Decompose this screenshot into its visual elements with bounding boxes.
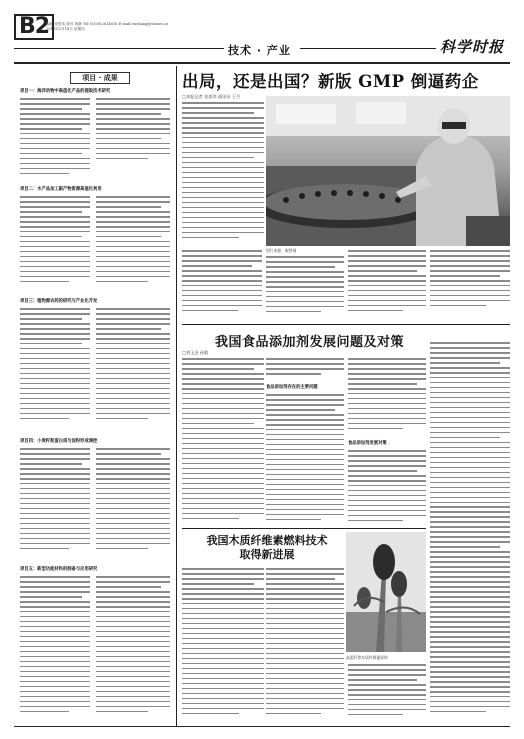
masthead-rule-right	[300, 48, 436, 49]
article-2-headline: 我国食品添加剂发展问题及对策	[215, 335, 405, 350]
dateline-contact: 编辑 张思玮 校对 何静 Tel:(010)82614616 E-mail:swzhang@stimes.cn	[46, 22, 169, 26]
article-2-body-col-4	[430, 342, 510, 722]
left-item-body-1b	[96, 98, 170, 178]
left-item-body-2	[20, 196, 90, 288]
article-2-body-col-2a	[266, 358, 344, 380]
left-item-title-3: 项目三：植物源农药的研究与产业化开发	[20, 299, 98, 304]
article-1-byline: □本报记者 张思玮 通讯员 王月	[182, 94, 241, 99]
left-column-header: 项目 · 成果	[70, 72, 130, 84]
section-label: 技术 · 产业	[228, 44, 291, 57]
lab-photo	[266, 96, 510, 246]
article-2-body-col-1	[182, 358, 264, 526]
sorghum-photo-caption: 高粱秆等木质纤维素原料	[346, 655, 388, 660]
left-item-body-1	[20, 98, 90, 178]
article-3-body-col-1	[182, 568, 264, 718]
left-item-body-5b	[96, 576, 170, 716]
page-number: B2	[14, 14, 54, 40]
article-3-body-col-2	[266, 568, 344, 718]
left-item-title-5: 项目五：新型功能材料的制备与应用研究	[20, 567, 98, 572]
article-1-body-col-4	[430, 250, 510, 320]
article-2-byline: □刘玉芝 孙毅	[182, 350, 209, 355]
article-2-body-col-2b	[266, 394, 344, 526]
article-3-headline	[182, 534, 352, 562]
article-1-body-col-3	[348, 250, 426, 320]
article-3-headline-line-1: 我国木质纤维素燃料技术	[206, 534, 328, 547]
article-2-body-col-3b	[348, 450, 426, 526]
left-item-title-2: 项目二：水产品加工副产物资源高值化利用	[20, 187, 102, 192]
masthead-underline	[14, 62, 510, 64]
left-item-title-4: 项目四：小麦籽粒蛋白质与淀粉形成调控	[20, 439, 98, 444]
article-2-subhead-1: 食品添加剂存在的主要问题	[266, 385, 318, 390]
article-1-body-col-1	[182, 250, 262, 320]
article-divider-1	[182, 324, 510, 325]
left-column-divider	[176, 66, 177, 726]
page-bottom-rule	[14, 726, 510, 727]
left-item-body-4	[20, 448, 90, 558]
dateline-date: 2013年3月14日 星期四	[46, 27, 85, 31]
article-1-headline: 出局，还是出国？新版 GMP 倒逼药企	[182, 72, 479, 91]
left-item-body-3b	[96, 308, 170, 426]
left-item-title-1: 项目一：海洋动物中高值化产品的提取技术研究	[20, 89, 111, 94]
left-item-body-5	[20, 576, 90, 716]
sorghum-photo	[346, 532, 426, 652]
article-1-lead-col	[182, 102, 264, 244]
article-3-headline-line-2: 取得新进展	[239, 548, 295, 561]
left-item-body-2b	[96, 196, 170, 288]
lab-photo-caption: 图片来源：昵图网	[266, 248, 297, 253]
left-item-body-3	[20, 308, 90, 426]
paper-logo: 科学时报	[440, 38, 505, 56]
article-divider-2	[182, 528, 426, 529]
left-item-body-4b	[96, 448, 170, 558]
article-2-body-col-3a	[348, 358, 426, 436]
article-3-body-col-3	[348, 664, 426, 718]
article-2-subhead-2: 食品添加剂发展对策	[348, 441, 387, 446]
article-1-body-col-2	[266, 256, 344, 320]
dateline	[46, 22, 176, 32]
masthead-rule-left	[14, 48, 224, 49]
